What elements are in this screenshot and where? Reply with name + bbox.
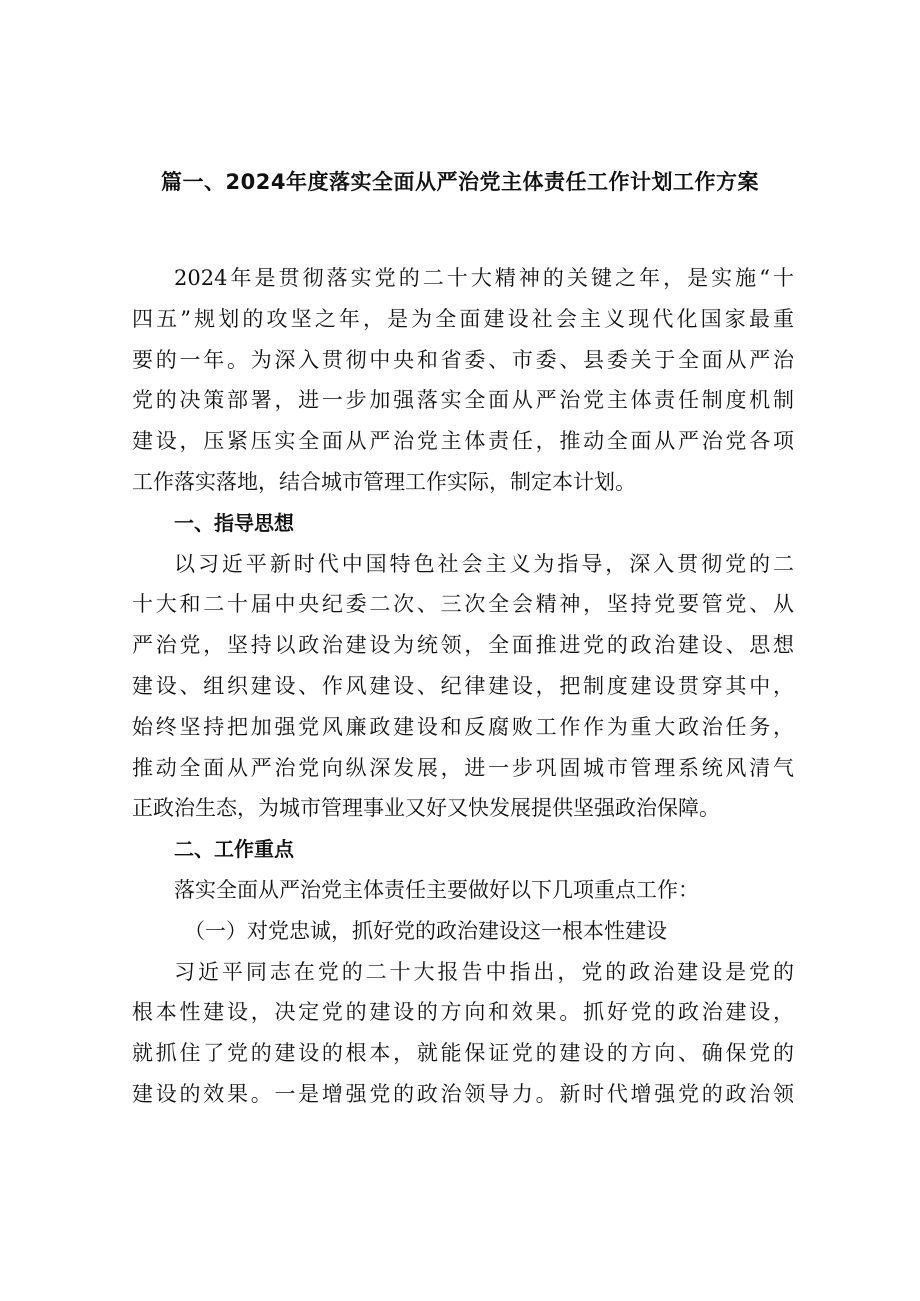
section-heading: 一、指导思想 — [174, 510, 294, 535]
paragraph-line: 以习近平新时代中国特色社会主义为指导，深入贯彻党的二 — [174, 551, 794, 576]
paragraph-line: 正政治生态，为城市管理事业又好又快发展提供坚强政治保障。 — [132, 796, 720, 821]
paragraph-line: 严治党，坚持以政治建设为统领，全面推进党的政治建设、思想 — [132, 633, 794, 658]
paragraph-line: 要的一年。为深入贯彻中央和省委、市委、县委关于全面从严治 — [132, 347, 794, 372]
paragraph-line: 四五”规划的攻坚之年，是为全面建设社会主义现代化国家最重 — [132, 306, 794, 331]
paragraph-line: 始终坚持把加强党风廉政建设和反腐败工作作为重大政治任务， — [132, 714, 794, 739]
paragraph-line: 工作落实落地，结合城市管理工作实际，制定本计划。 — [132, 469, 636, 494]
subsection-heading: （一）对党忠诚，抓好党的政治建设这一根本性建设 — [184, 918, 667, 943]
paragraph-line: 建设，压紧压实全面从严治党主体责任，推动全面从严治党各项 — [132, 429, 794, 454]
paragraph-line: 习近平同志在党的二十大报告中指出，党的政治建设是党的 — [174, 959, 794, 984]
paragraph-line: 建设的效果。一是增强党的政治领导力。新时代增强党的政治领 — [132, 1081, 794, 1106]
section-heading: 二、工作重点 — [174, 837, 294, 862]
paragraph-line: 建设、组织建设、作风建设、纪律建设，把制度建设贯穿其中， — [132, 673, 794, 698]
paragraph-line: 党的决策部署，进一步加强落实全面从严治党主体责任制度机制 — [132, 388, 794, 413]
paragraph-line: 2024年是贯彻落实党的二十大精神的关键之年，是实施“十 — [174, 266, 794, 290]
paragraph-line: 根本性建设，决定党的建设的方向和效果。抓好党的政治建设， — [132, 1000, 794, 1025]
document-title: 篇一、2024年度落实全面从严治党主体责任工作计划工作方案 — [161, 170, 759, 194]
paragraph-line: 十大和二十届中央纪委二次、三次全会精神，坚持党要管党、从 — [132, 592, 794, 617]
paragraph-line: 就抓住了党的建设的根本，就能保证党的建设的方向、确保党的 — [132, 1041, 794, 1066]
document-body — [132, 258, 794, 1115]
paragraph-line: 落实全面从严治党主体责任主要做好以下几项重点工作： — [174, 877, 699, 902]
paragraph-line: 推动全面从严治党向纵深发展，进一步巩固城市管理系统风清气 — [132, 755, 794, 780]
